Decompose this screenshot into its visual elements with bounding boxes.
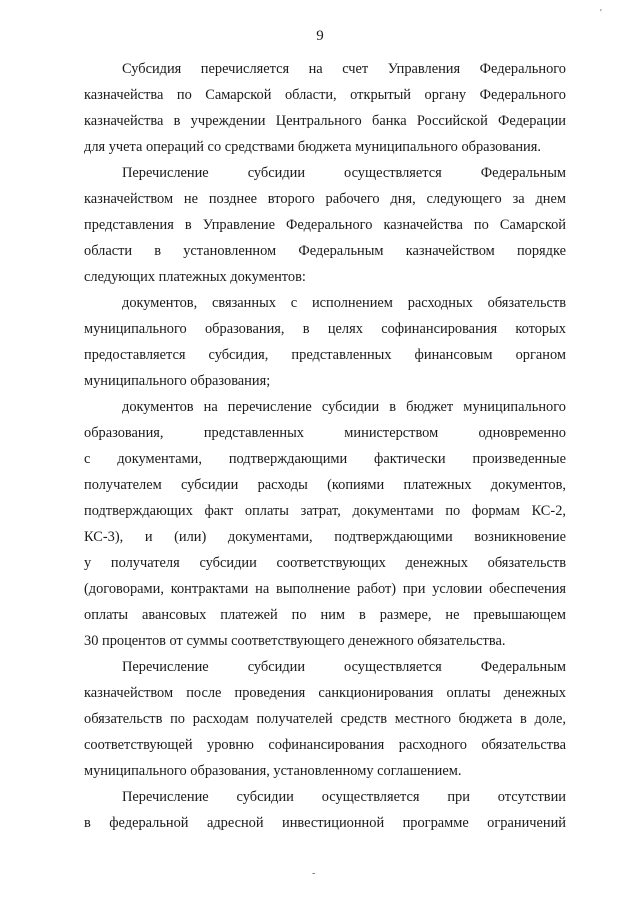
text-line: казначейством не позднее второго рабочего дня, следующего за днем [84, 191, 566, 207]
text-line: документов, связанных с исполнением расходных обязательств [122, 295, 566, 311]
text-line: для учета операций со средствами бюджета муниципального образования. [84, 139, 541, 155]
text-line: муниципального образования, в целях софинансирования которых [84, 321, 566, 337]
page-number: 9 [316, 28, 324, 44]
text-line: получателем субсидии расходы (копиями платежных документов, [84, 477, 566, 493]
text-line: Перечисление субсидии осуществляется Федеральным [122, 165, 566, 181]
text-line: казначейством после проведения санкционирования оплаты денежных [84, 685, 566, 701]
paragraph [84, 394, 566, 654]
paragraph [84, 654, 566, 784]
text-line: 30 процентов от суммы соответствующего денежного обязательства. [84, 633, 506, 649]
text-line: оплаты авансовых платежей по ним в размере, не превышающем [84, 607, 566, 623]
scan-artifact: ' [600, 8, 602, 19]
paragraph [84, 290, 566, 394]
document-body [84, 56, 566, 836]
text-line: обязательств по расходам получателей средств местного бюджета в доле, [84, 711, 566, 727]
text-line: КС-3), и (или) документами, подтверждающими возникновение [84, 529, 566, 545]
text-line: (договорами, контрактами на выполнение работ) при условии обеспечения [84, 581, 566, 597]
text-line: соответствующей уровню софинансирования расходного обязательства [84, 737, 566, 753]
text-line: у получателя субсидии соответствующих денежных обязательств [84, 555, 566, 571]
text-line: подтверждающих факт оплаты затрат, документами по формам КС-2, [84, 503, 566, 519]
text-line: Перечисление субсидии осуществляется Федеральным [122, 659, 566, 675]
paragraph [84, 56, 566, 160]
text-line: казначейства по Самарской области, открытый органу Федерального [84, 87, 566, 103]
paragraph [84, 160, 566, 290]
text-line: документов на перечисление субсидии в бюджет муниципального [122, 399, 566, 415]
text-line: образования, представленных министерством одновременно [84, 425, 566, 441]
text-line: казначейства в учреждении Центрального банка Российской Федерации [84, 113, 566, 129]
paragraph [84, 784, 566, 836]
text-line: в федеральной адресной инвестиционной программе ограничений [84, 815, 566, 831]
text-line: области в установленном Федеральным казначейством порядке [84, 243, 566, 259]
text-line: муниципального образования; [84, 373, 271, 389]
text-line: следующих платежных документов: [84, 269, 306, 285]
text-line: муниципального образования, установленному соглашением. [84, 763, 462, 779]
text-line: представления в Управление Федерального казначейства по Самарской [84, 217, 566, 233]
text-line: с документами, подтверждающими фактически произведенные [84, 451, 566, 467]
text-line: Субсидия перечисляется на счет Управления Федерального [122, 61, 566, 77]
scan-artifact: - [312, 868, 316, 879]
text-line: предоставляется субсидия, представленных финансовым органом [84, 347, 566, 363]
text-line: Перечисление субсидии осуществляется при отсутствии [122, 789, 566, 805]
